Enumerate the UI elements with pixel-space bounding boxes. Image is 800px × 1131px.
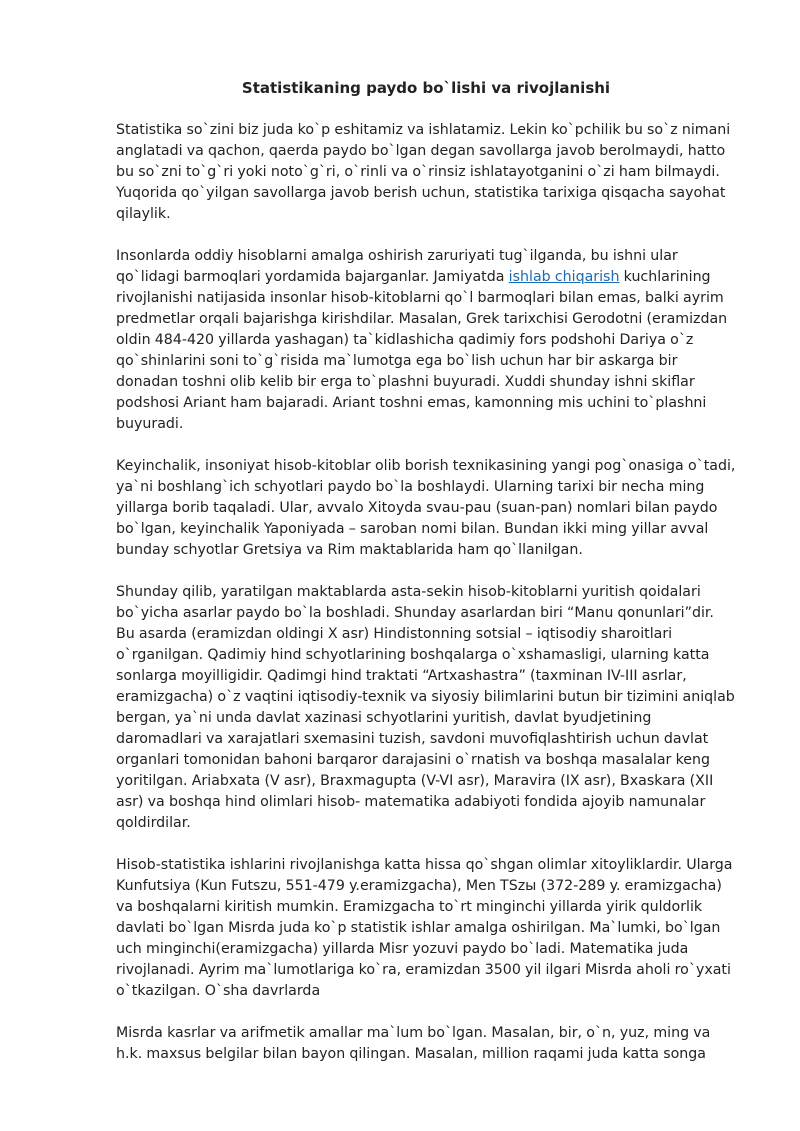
paragraph-2 (116, 246, 736, 435)
paragraph-1: Statistika so`zini biz juda ko`p eshitamiz va ishlatamiz. Lekin ko`pchilik bu so`z nimani anglatadi va qachon, qaerda paydo bo`lgan degan savollarga javob berolmaydi, hatto bu so`zni to`g`ri yoki noto`g`ri, o`rinli va o`rinsiz ishlatayotganini o`zi ham bilmaydi. Yuqorida qo`yilgan savollarga javob berish uchun, statistika tarixiga qisqacha sayohat qilaylik. (116, 122, 731, 222)
paragraph-6: Misrda kasrlar va arifmetik amallar ma`lum bo`lgan. Masalan, bir, o`n, yuz, ming va h.k. maxsus belgilar bilan bayon qilingan. Masalan, million raqami juda katta songa (116, 1025, 711, 1062)
paragraph-3: Keyinchalik, insoniyat hisob-kitoblar olib borish texnikasining yangi pog`onasiga o`tadi, ya`ni boshlang`ich schyotlari paydo bo`la boshlaydi. Ularning tarixi bir necha ming yillarga borib taqaladi. Ular, avvalo Xitoyda svau-pau (suan-pan) nomlari bilan paydo bo`lgan, keyinchalik Yaponiyada – saroban nomi bilan. Bundan ikki ming yillar avval bunday schyotlar Gretsiya va Rim maktablarida ham qo`llanilgan. (116, 458, 736, 558)
document-title: Statistikaning paydo bo`lishi va rivojlanishi (241, 79, 611, 97)
document-page (116, 78, 736, 1086)
paragraph-2-text-after: kuchlarining rivojlanishi natijasida insonlar hisob-kitoblarni qo`l barmoqlari bilan emas, balki ayrim predmetlar orqali bajarishga kirishdilar. Masalan, Grek tarixchisi Gerodotni (eramizdan oldin 484-420 yillarda yashagan) ta`kidlashicha qadimiy fors podshohi Dariya o`z qo`shinlarini soni to`g`risida ma`lumotga ega bo`lish uchun har bir askarga bir donadan toshni olib kelib bir erga to`plashni buyuradi. Xuddi shunday ishni skiflar podshosi Ariant ham bajaradi. Ariant toshni emas, kamonning mis uchini to`plashni buyuradi. (116, 269, 728, 432)
paragraph-4: Shunday qilib, yaratilgan maktablarda asta-sekin hisob-kitoblarni yuritish qoidalari bo`yicha asarlar paydo bo`la boshladi. Shunday asarlardan biri “Manu qonunlari”dir. Bu asarda (eramizdan oldingi X asr) Hindistonning sotsial – iqtisodiy sharoitlari o`rganilgan. Qadimiy hind schyotlarining boshqalarga o`xshamasligi, ularning katta sonlarga moyilligidir. Qadimgi hind traktati “Artxashastra” (taxminan IV-III asrlar, eramizgacha) o`z vaqtini iqtisodiy-texnik va siyosiy bilimlarini butun bir tizimini aniqlab bergan, ya`ni unda davlat xazinasi schyotlarini yuritish, davlat byudjetining daromadlari va xarajatlari sxemasini tuzish, savdoni muvofiqlashtirish uchun davlat organlari tomonidan bahoni barqaror darajasini o`rnatish va boshqa masalalar keng yoritilgan. Ariabxata (V asr), Braxmagupta (V-VI asr), Maravira (IX asr), Bxaskara (XII asr) va boshqa hind olimlari hisob- matematika adabiyoti fondida ajoyib namunalar qoldirdilar. (116, 584, 735, 831)
paragraph-5: Hisob-statistika ishlarini rivojlanishga katta hissa qo`shgan olimlar xitoyliklardir. Ularga Kunfutsiya (Kun Futszu, 551-479 y.eramizgacha), Men TSzы (372-289 y. eramizgacha) va boshqalarni kiritish mumkin. Eramizgacha to`rt minginchi yillarda yirik quldorlik davlati bo`lgan Misrda juda ko`p statistik ishlar amalga oshirilgan. Ma`lumki, bo`lgan uch minginchi(eramizgacha) yillarda Misr yozuvi paydo bo`ladi. Matematika juda rivojlanadi. Ayrim ma`lumotlariga ko`ra, eramizdan 3500 yil ilgari Misrda aholi ro`yxati o`tkazilgan. O`sha davrlarda (116, 857, 733, 999)
paragraph-2-text-before: Insonlarda oddiy hisoblarni amalga oshirish zaruriyati tug`ilganda, bu ishni ular qo`lidagi barmoqlari yordamida bajarganlar. Jamiyatda (116, 248, 678, 285)
ishlab-chiqarish-link[interactable]: ishlab chiqarish (508, 269, 620, 285)
